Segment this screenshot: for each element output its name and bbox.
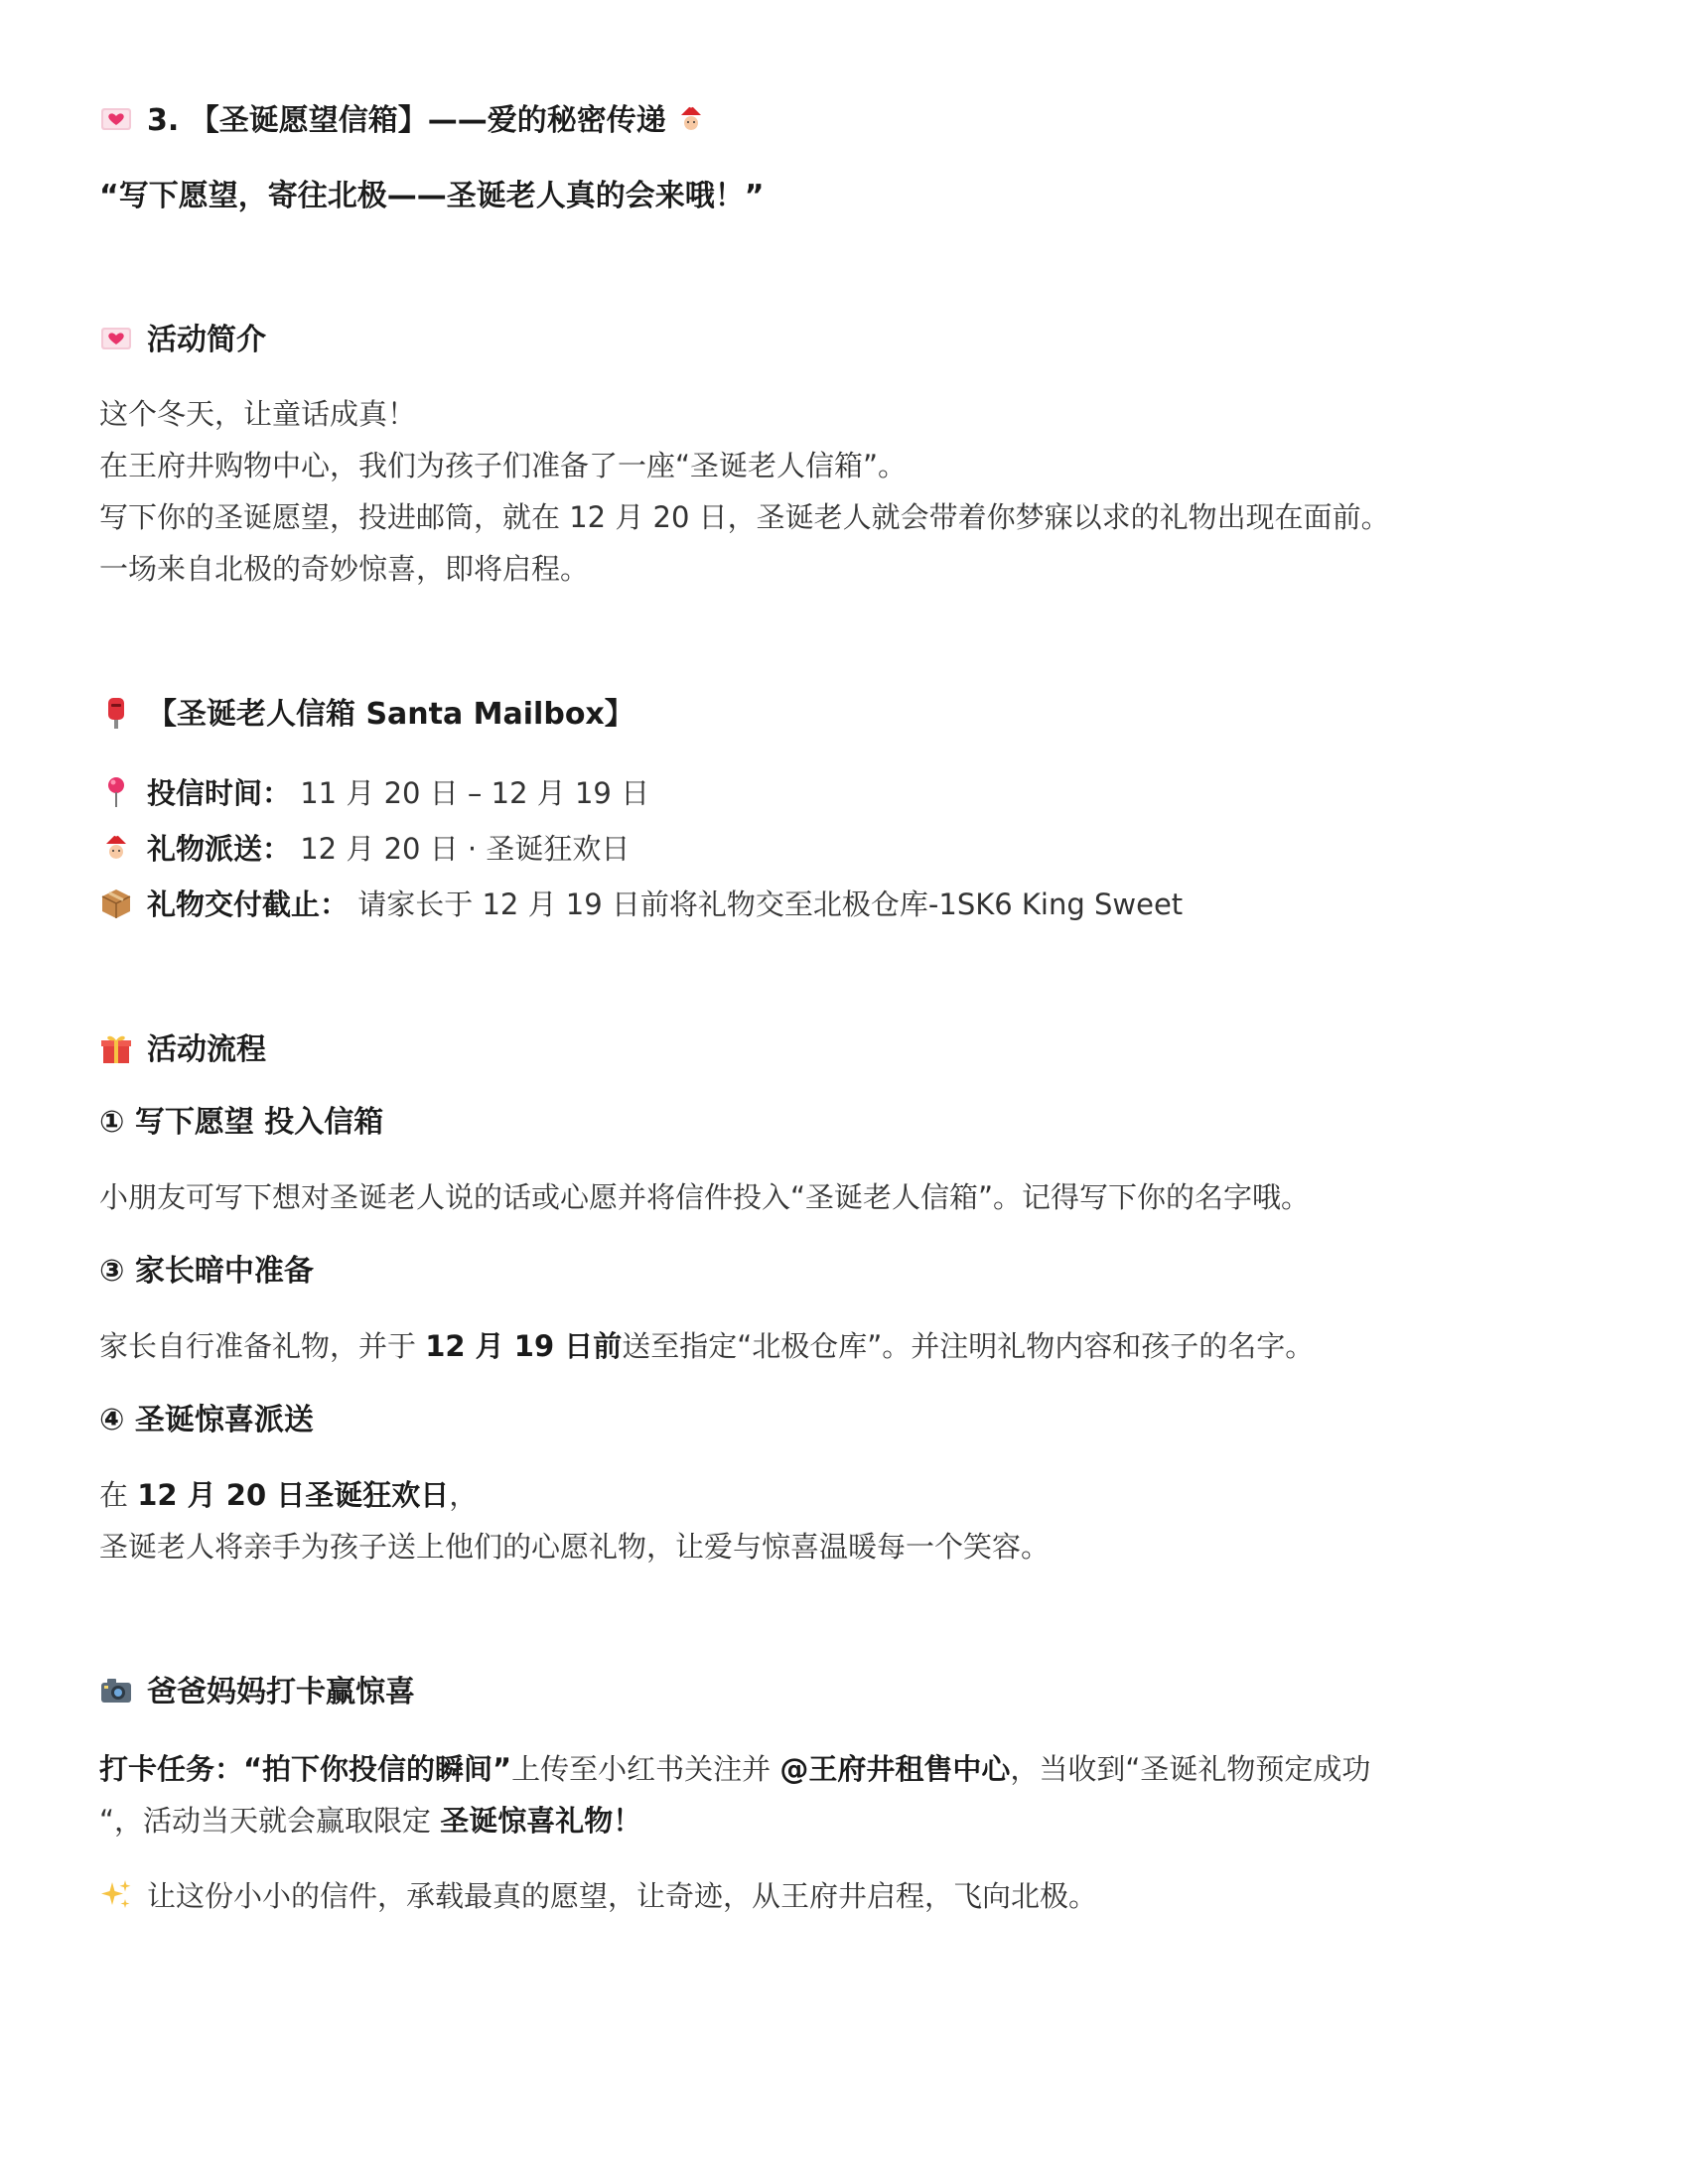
step-text: 在 12 月 20 日圣诞狂欢日， [99,1478,479,1512]
slogan: “写下愿望，寄往北极——圣诞老人真的会来哦！” [99,179,765,213]
mailbox-heading: 【圣诞老人信箱 Santa Mailbox】 [99,697,634,733]
mailbox-item-deadline [99,887,1183,923]
step-title: ③ 家长暗中准备 [99,1254,314,1289]
love-letter-icon [99,102,133,136]
love-letter-icon [99,322,133,355]
santa-icon [674,102,708,136]
closing-line: 让这份小小的信件，承载最真的愿望，让奇迹，从王府井启程，飞向北极。 [99,1879,1097,1915]
intro-line: 这个冬天，让童话成真！ [99,397,417,431]
item-value: 请家长于 12 月 19 日前将礼物交至北极仓库-1SK6 King Sweet [357,887,1184,921]
intro-heading: 活动简介 [99,323,266,358]
postbox-icon [99,696,133,730]
step-title: ① 写下愿望 投入信箱 [99,1105,384,1140]
pushpin-icon [99,775,133,809]
checkin-heading: 爸爸妈妈打卡赢惊喜 [99,1675,415,1710]
intro-line: 一场来自北极的奇妙惊喜，即将启程。 [99,552,590,586]
section-title: 3. 【圣诞愿望信箱】——爱的秘密传递 [99,103,708,139]
step-text: 家长自行准备礼物，并于 12 月 19 日前送至指定“北极仓库”。并注明礼物内容和孩子的名字。 [99,1329,1315,1363]
mailbox-item-delivery [99,832,630,868]
step-title: ④ 圣诞惊喜派送 [99,1403,314,1437]
item-label: 投信时间： [147,776,292,810]
checkin-line: “，活动当天就会赢取限定 圣诞惊喜礼物！ [99,1804,642,1838]
intro-line: 在王府井购物中心，我们为孩子们准备了一座“圣诞老人信箱”。 [99,449,908,482]
step-text: 小朋友可写下想对圣诞老人说的话或心愿并将信件投入“圣诞老人信箱”。记得写下你的名字哦。 [99,1180,1311,1214]
step-text: 圣诞老人将亲手为孩子送上他们的心愿礼物，让爱与惊喜温暖每一个笑容。 [99,1530,1051,1564]
item-value: 11 月 20 日 – 12 月 19 日 [300,776,650,810]
package-icon [99,887,133,920]
item-value: 12 月 20 日 · 圣诞狂欢日 [300,832,631,866]
checkin-line: 打卡任务：“拍下你投信的瞬间”上传至小红书关注并 @王府井租售中心，当收到“圣诞礼物预定成功 [99,1752,1371,1786]
item-label: 礼物派送： [147,832,292,866]
camera-icon [99,1674,133,1707]
santa-icon [99,831,133,865]
mailbox-item-submit-time [99,776,649,812]
item-label: 礼物交付截止： [147,887,350,921]
gift-icon [99,1031,133,1065]
intro-line: 写下你的圣诞愿望，投进邮筒，就在 12 月 20 日，圣诞老人就会带着你梦寐以求的礼物出现在面前。 [99,500,1390,534]
sparkles-icon [99,1878,133,1912]
process-heading: 活动流程 [99,1032,266,1068]
